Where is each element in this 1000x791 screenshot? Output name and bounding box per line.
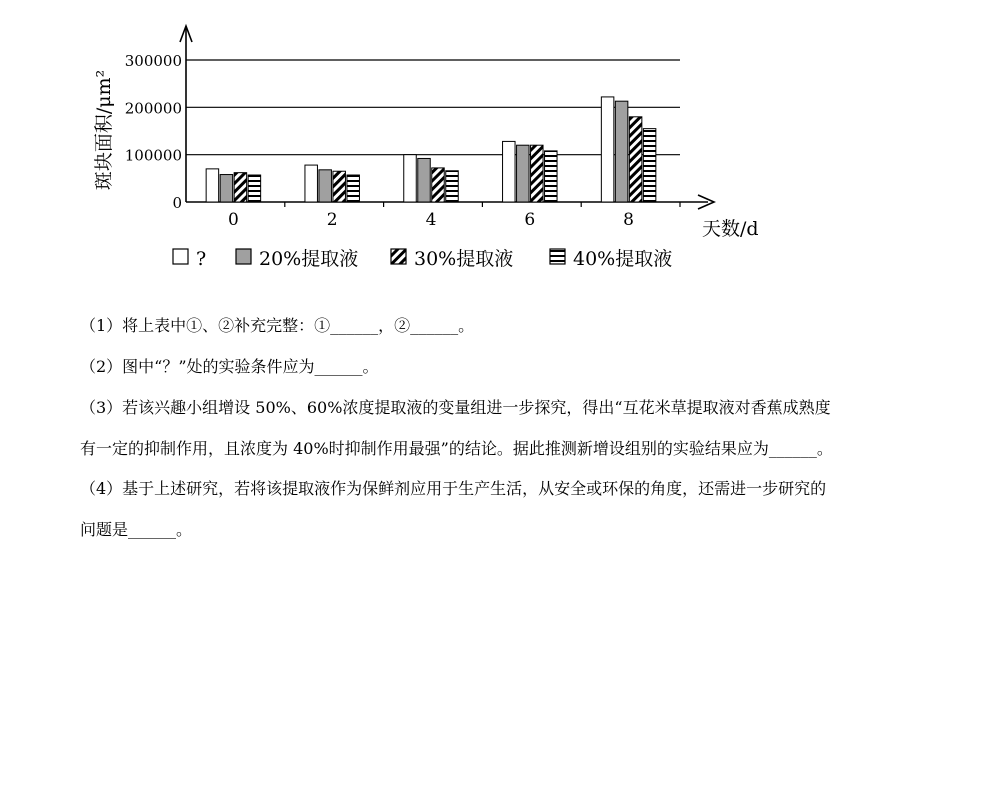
bar-blank-6 [503, 141, 516, 202]
legend-label: 30%提取液 [414, 248, 514, 270]
bars [206, 97, 656, 202]
x-tick-label: 2 [326, 210, 338, 230]
tick-labels [125, 52, 634, 230]
legend-swatch-blank [173, 249, 188, 264]
y-tick-label: 0 [172, 194, 182, 212]
question-1: （1）将上表中①、②补充完整：①______，②______。 [80, 316, 475, 335]
x-tick-label: 6 [524, 210, 536, 230]
bar-diagonal-0 [234, 173, 247, 202]
bar-gray-6 [517, 145, 530, 202]
bar-horizontal-8 [643, 129, 656, 202]
y-axis-label: 斑块面积/μm² [93, 69, 115, 191]
legend-label: ? [196, 248, 207, 270]
bar-horizontal-0 [248, 175, 261, 202]
bar-gray-4 [418, 158, 431, 202]
question-3-line-1: （3）若该兴趣小组增设 50%、60%浓度提取液的变量组进一步探究，得出“互花米草提取液对香蕉成熟度 [80, 398, 831, 417]
x-tick-label: 4 [425, 210, 437, 230]
bar-chart [0, 0, 800, 290]
bar-horizontal-6 [545, 151, 558, 202]
bar-blank-2 [305, 165, 318, 202]
bar-horizontal-2 [347, 175, 360, 202]
x-axis-label: 天数/d [702, 218, 759, 240]
bar-gray-8 [615, 101, 628, 202]
question-2: （2）图中“？”处的实验条件应为______。 [80, 357, 379, 376]
y-tick-label: 200000 [124, 99, 182, 118]
bar-diagonal-8 [629, 117, 642, 202]
legend-label: 20%提取液 [259, 248, 359, 270]
bar-diagonal-6 [531, 145, 544, 202]
bar-blank-8 [601, 97, 614, 202]
question-4-line-2: 问题是______。 [80, 520, 193, 539]
question-4-line-1: （4）基于上述研究，若将该提取液作为保鲜剂应用于生产生活，从安全或环保的角度，还需进一步研究的 [80, 479, 827, 498]
legend-swatch-horizontal [550, 249, 565, 264]
legend-swatch-diagonal [391, 249, 406, 264]
bar-horizontal-4 [446, 171, 459, 202]
y-tick-label: 300000 [124, 52, 182, 70]
legend-label: 40%提取液 [573, 248, 673, 270]
y-tick-label: 100000 [124, 146, 182, 165]
x-tick-label: 0 [227, 210, 239, 230]
legend-swatch-gray [236, 249, 251, 264]
bar-gray-2 [319, 170, 332, 202]
bar-diagonal-4 [432, 168, 445, 202]
bar-blank-4 [404, 155, 417, 202]
bar-gray-0 [220, 175, 233, 202]
bar-diagonal-2 [333, 171, 346, 202]
legend [173, 248, 672, 270]
bar-blank-0 [206, 169, 219, 202]
x-tick-label: 8 [623, 210, 635, 230]
question-3-line-2: 有一定的抑制作用，且浓度为 40%时抑制作用最强”的结论。据此推测新增设组别的实验结果应为______。 [80, 439, 833, 458]
